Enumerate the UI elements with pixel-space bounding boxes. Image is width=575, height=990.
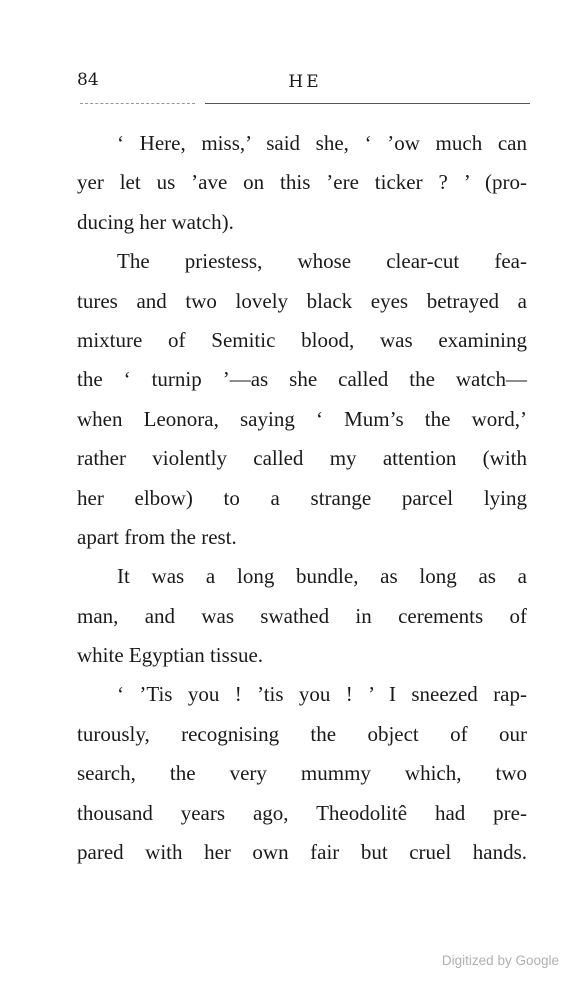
page-number: 84 bbox=[77, 70, 99, 90]
text-line: rather violently called my attention (with bbox=[77, 446, 527, 471]
text-line: the ‘ turnip ’—as she called the watch— bbox=[77, 367, 527, 392]
text-line: thousand years ago, Theodolitê had pre- bbox=[77, 800, 527, 825]
header-rule-faint bbox=[80, 103, 195, 104]
text-line: ducing her watch). bbox=[77, 209, 234, 234]
running-title: HE bbox=[288, 72, 322, 92]
text-line: ‘ Here, miss,’ said she, ‘ ’ow much can bbox=[117, 131, 527, 155]
digitized-watermark: Digitized by Google bbox=[441, 953, 559, 968]
text-line: man, and was swathed in cerements of bbox=[77, 603, 527, 628]
text-line: It was a long bundle, as long as a bbox=[117, 564, 527, 589]
text-line: search, the very mummy which, two bbox=[77, 761, 527, 786]
text-line: tures and two lovely black eyes betrayed a bbox=[77, 288, 527, 313]
text-line: white Egyptian tissue. bbox=[77, 643, 264, 668]
text-line: her elbow) to a strange parcel lying bbox=[77, 485, 527, 510]
text-line: mixture of Semitic blood, was examining bbox=[77, 327, 527, 352]
text-line: apart from the rest. bbox=[77, 524, 237, 549]
text-line: pared with her own fair but cruel hands. bbox=[77, 840, 527, 865]
text-line: ‘ ’Tis you ! ’tis you ! ’ I sneezed rap- bbox=[117, 682, 527, 707]
body-text bbox=[77, 124, 527, 872]
text-line: when Leonora, saying ‘ Mum’s the word,’ bbox=[77, 406, 527, 431]
text-line: yer let us ’ave on this ’ere ticker ? ’ (pro- bbox=[77, 170, 527, 195]
header-rule bbox=[205, 103, 530, 104]
text-line: The priestess, whose clear-cut fea- bbox=[117, 249, 527, 274]
text-line: turously, recognising the object of our bbox=[77, 721, 527, 746]
